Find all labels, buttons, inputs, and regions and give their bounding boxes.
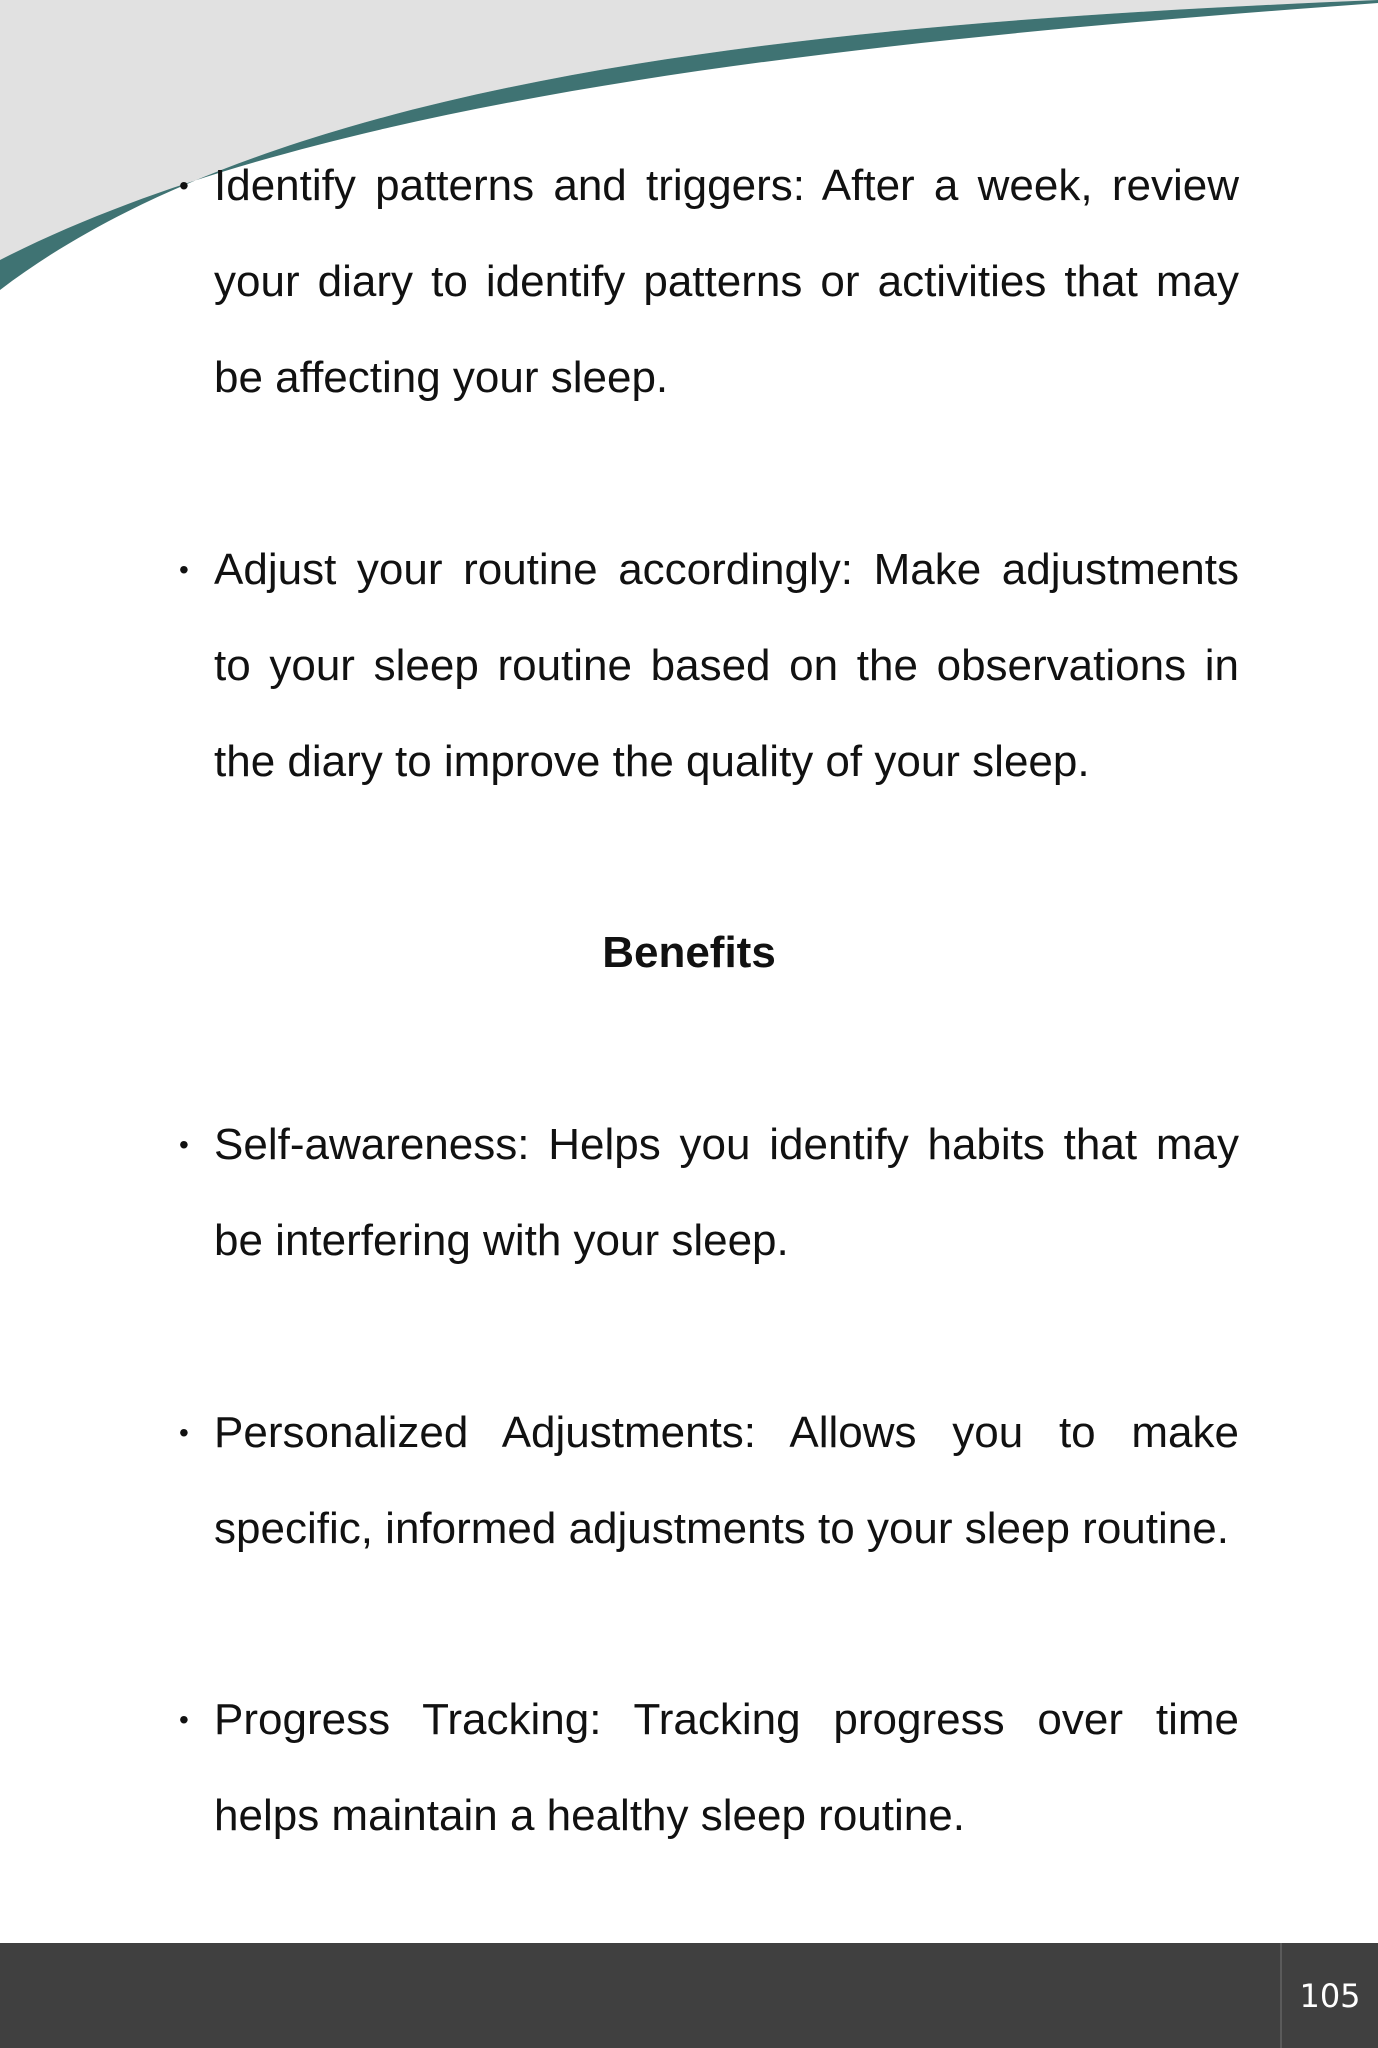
bullet-icon: • (179, 1704, 189, 1735)
list-item-text: Progress Tracking: Tracking progress over time helps maintain a healthy sleep routine. (214, 1695, 1239, 1840)
list-item-text: Personalized Adjustments: Allows you to make specific, informed adjustments to your sleep routine. (214, 1408, 1239, 1553)
list-item-text: Self-awareness: Helps you identify habits that may be interfering with your sleep. (214, 1120, 1239, 1265)
page-number: 105 (1280, 1943, 1378, 2048)
section-heading-benefits: Benefits (602, 928, 776, 977)
list-item (179, 522, 1239, 810)
list-item-text: Identify patterns and triggers: After a week, review your diary to identify patterns or activities that may be affecting your sleep. (214, 161, 1239, 402)
footer-bar (0, 1943, 1378, 2048)
list-item (179, 1672, 1239, 1864)
bullet-icon: • (179, 554, 189, 585)
list-item (179, 138, 1239, 426)
bullet-icon: • (179, 170, 189, 201)
list-item-text: Adjust your routine accordingly: Make adjustments to your sleep routine based on the observations in the diary to improve the quality of your sleep. (214, 545, 1239, 786)
bullet-icon: • (179, 1417, 189, 1448)
list-item (179, 1097, 1239, 1289)
bullet-icon: • (179, 1129, 189, 1160)
list-item (179, 1385, 1239, 1577)
